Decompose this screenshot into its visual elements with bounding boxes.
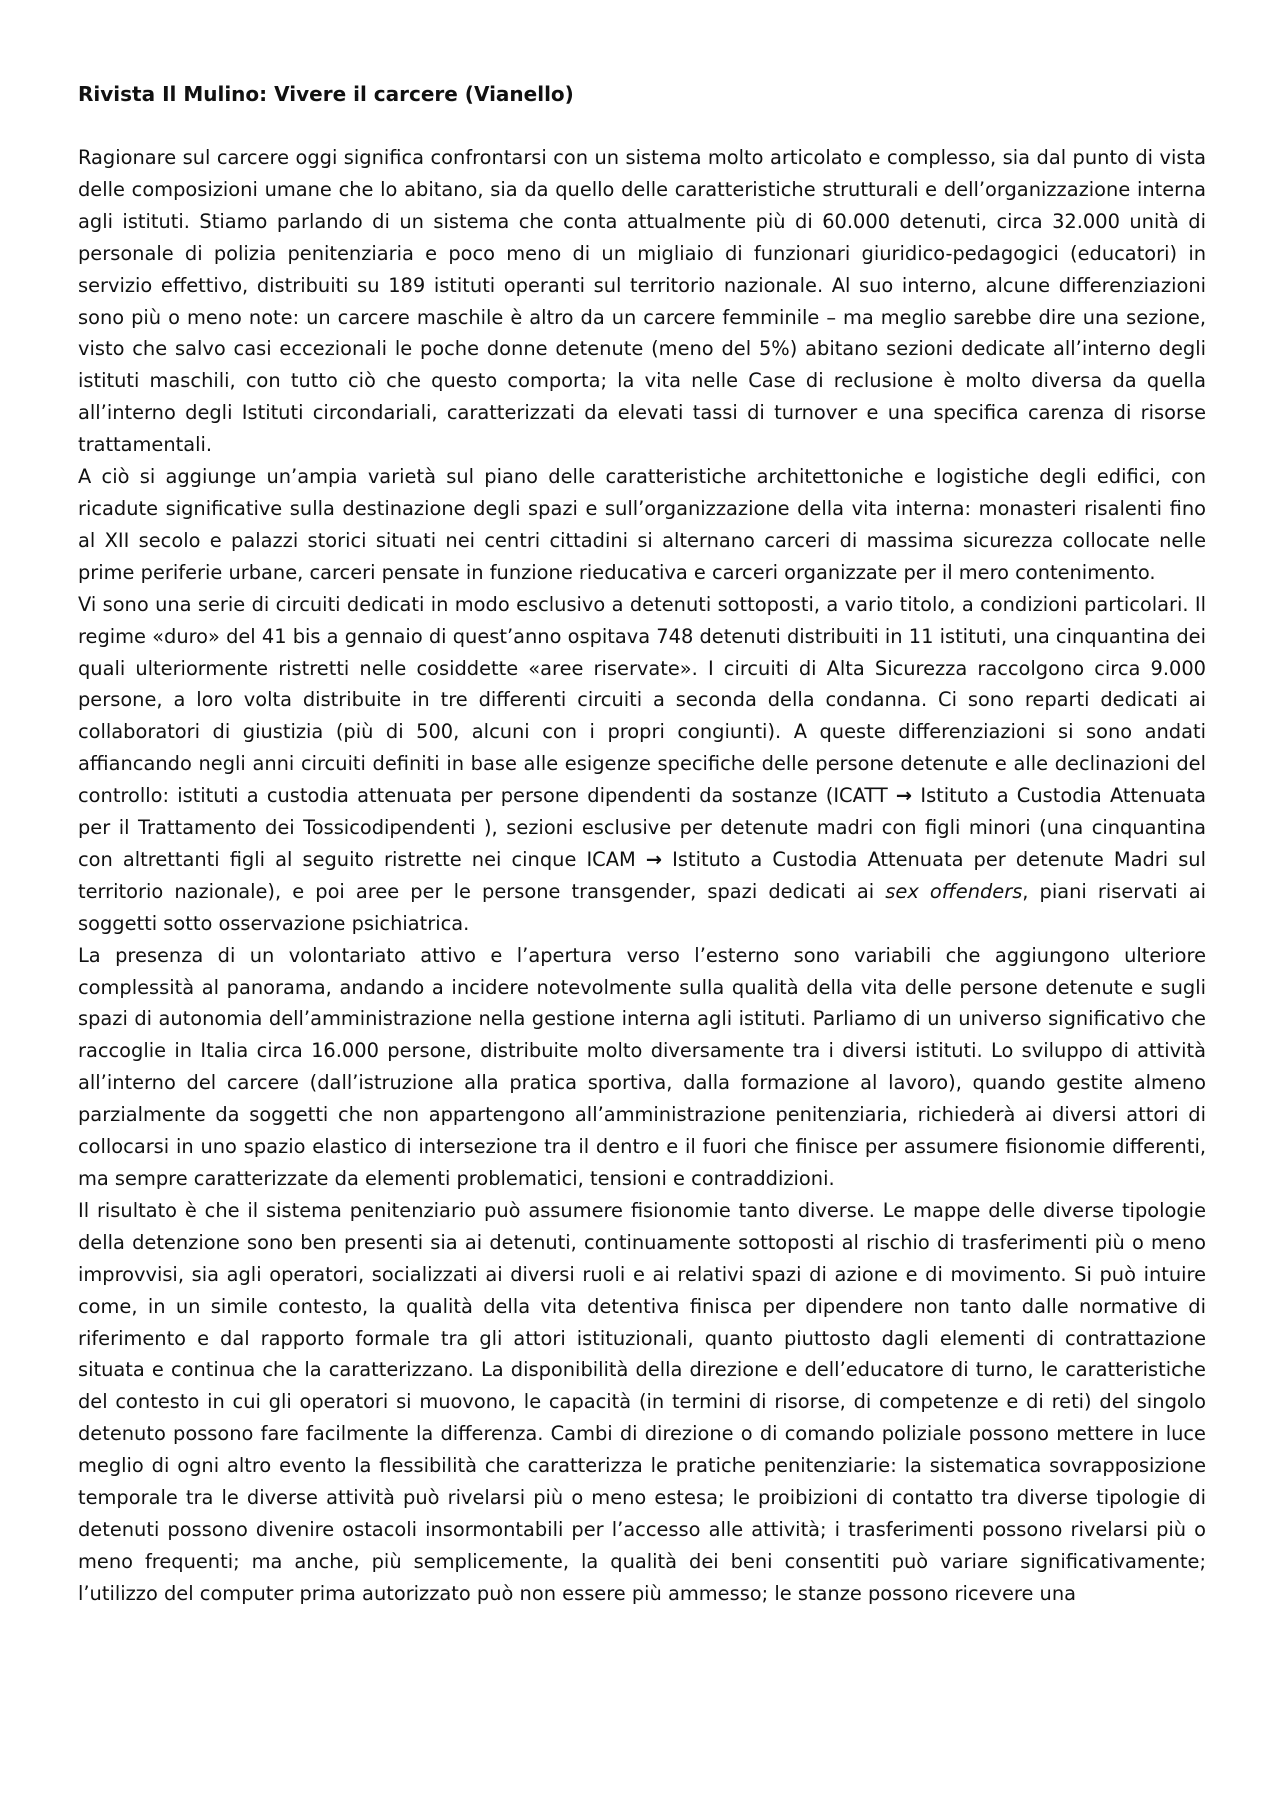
paragraph-text: Ragionare sul carcere oggi significa confrontarsi con un sistema molto articolato e complesso, sia dal punto di vista delle composizioni umane che lo abitano, sia da quello delle caratteristiche strutturali e dell’organizzazione interna agli istituti. Stiamo parlando di un sistema che conta attualmente più di 60.000 detenuti, circa 32.000 unità di personale di polizia penitenziaria e poco meno di un migliaio di funzionari giuridico-pedagogici (educatori) in servizio effettivo, distribuiti su 189 istituti operanti sul territorio nazionale. Al suo interno, alcune differenziazioni sono più o meno note: un carcere maschile è altro da un carcere femminile – ma meglio sarebbe dire una sezione, visto che salvo casi eccezionali le poche donne detenute (meno del 5%) abitano sezioni dedicate all’interno degli istituti maschili, con tutto ciò che questo comporta; la vita nelle Case di reclusione è molto diversa da quella all’interno degli Istituti circondariali, caratterizzati da elevati tassi di turnover e una specifica carenza di risorse trattamentali. bbox=[78, 146, 1206, 457]
paragraph-4 bbox=[78, 940, 1206, 1195]
paragraph-text: Istituto a Custodia Attenuata per detenute Madri sul territorio nazionale), e poi aree per le persone transgender, spazi dedicati ai bbox=[78, 847, 1206, 903]
arrow-right-icon: → bbox=[645, 847, 663, 871]
document-content bbox=[78, 78, 1206, 1610]
paragraph-text: Il risultato è che il sistema penitenziario può assumere fisionomie tanto diverse. Le mappe delle diverse tipologie della detenzione sono ben presenti sia ai detenuti, continuamente sottoposti al rischio di trasferimenti più o meno improvvisi, sia agli operatori, socializzati ai diversi ruoli e ai relativi spazi di azione e di movimento. Si può intuire come, in un simile contesto, la qualità della vita detentiva finisca per dipendere non tanto dalle normative di riferimento e dal rapporto formale tra gli attori istituzionali, quanto piuttosto dagli elementi di contrattazione situata e continua che la caratterizzano. La disponibilità della direzione e dell’educatore di turno, le caratteristiche del contesto in cui gli operatori si muovono, le capacità (in termini di risorse, di competenze e di reti) del singolo detenuto possono fare facilmente la differenza. Cambi di direzione o di comando poliziale possono mettere in luce meglio di ogni altro evento la flessibilità che caratterizza le pratiche penitenziarie: la sistematica sovrapposizione temporale tra le diverse attività può rivelarsi più o meno estesa; le proibizioni di contatto tra diverse tipologie di detenuti possono divenire ostacoli insormontabili per l’accesso alle attività; i trasferimenti possono rivelarsi più o meno frequenti; ma anche, più semplicemente, la qualità dei beni consentiti può variare significativamente; l’utilizzo del computer prima autorizzato può non essere più ammesso; le stanze possono ricevere una bbox=[78, 1198, 1206, 1605]
paragraph-3 bbox=[78, 589, 1206, 940]
paragraph-1 bbox=[78, 142, 1206, 461]
paragraph-5 bbox=[78, 1195, 1206, 1610]
document-title: Rivista Il Mulino: Vivere il carcere (Vianello) bbox=[78, 82, 574, 106]
paragraph-2 bbox=[78, 461, 1206, 589]
paragraph-text: A ciò si aggiunge un’ampia varietà sul piano delle caratteristiche architettoniche e logistiche degli edifici, con ricadute significative sulla destinazione degli spazi e sull’organizzazione della vita interna: monasteri risalenti fino al XII secolo e palazzi storici situati nei centri cittadini si alternano carceri di massima sicurezza collocate nelle prime periferie urbane, carceri pensate in funzione rieducativa e carceri organizzate per il mero contenimento. bbox=[78, 465, 1206, 584]
arrow-right-icon: → bbox=[895, 784, 913, 808]
italic-term: sex offenders bbox=[885, 879, 1023, 903]
paragraph-text: La presenza di un volontariato attivo e l’apertura verso l’esterno sono variabili che aggiungono ulteriore complessità al panorama, andando a incidere notevolmente sulla qualità della vita delle persone detenute e sugli spazi di autonomia dell’amministrazione nella gestione interna agli istituti. Parliamo di un universo significativo che raccoglie in Italia circa 16.000 persone, distribuite molto diversamente tra i diversi istituti. Lo sviluppo di attività all’interno del carcere (dall’istruzione alla pratica sportiva, dalla formazione al lavoro), quando gestite almeno parzialmente da soggetti che non appartengono all’amministrazione penitenziaria, richiederà ai diversi attori di collocarsi in uno spazio elastico di intersezione tra il dentro e il fuori che finisce per assumere fisionomie differenti, ma sempre caratterizzate da elementi problematici, tensioni e contraddizioni. bbox=[78, 943, 1206, 1190]
paragraph-text: , piani riservati ai soggetti sotto osservazione psichiatrica. bbox=[78, 879, 1206, 935]
paragraph-text: Vi sono una serie di circuiti dedicati in modo esclusivo a detenuti sottoposti, a vario titolo, a condizioni particolari. Il regime «duro» del 41 bis a gennaio di quest’anno ospitava 748 detenuti distribuiti in 11 istituti, una cinquantina dei quali ulteriormente ristretti nelle cosiddette «aree riservate». I circuiti di Alta Sicurezza raccolgono circa 9.000 persone, a loro volta distribuite in tre differenti circuiti a seconda della condanna. Ci sono reparti dedicati ai collaboratori di giustizia (più di 500, alcuni con i propri congiunti). A queste differenziazioni si sono andati affiancando negli anni circuiti definiti in base alle esigenze specifiche delle persone detenute e alle declinazioni del controllo: istituti a custodia attenuata per persone dipendenti da sostanze (ICATT bbox=[78, 592, 1206, 808]
paragraph-text: Istituto a Custodia Attenuata per il Trattamento dei Tossicodipendenti ), sezioni esclusive per detenute madri con figli minori (una cinquantina con altrettanti figli al seguito ristrette nei cinque ICAM bbox=[78, 784, 1206, 871]
